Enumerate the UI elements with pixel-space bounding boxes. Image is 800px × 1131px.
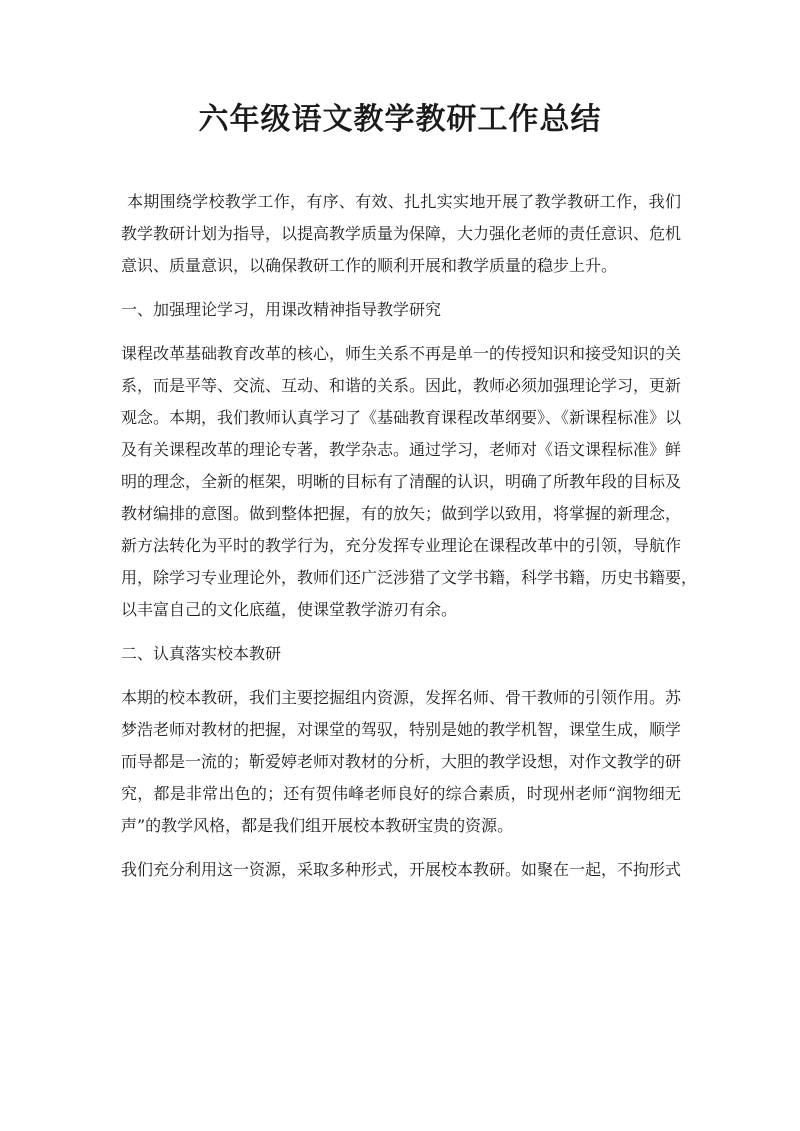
text-line: 新方法转化为平时的教学行为，充分发挥专业理论在课程改革中的引领，导航作 (121, 536, 682, 555)
text-line: 系，而是平等、交流、互动、和谐的关系。因此，教师必须加强理论学习，更新 (121, 376, 682, 395)
text-line: 而导都是一流的；靳爱婷老师对教材的分析，大胆的教学设想，对作文教学的研 (121, 752, 682, 771)
text-line: 课程改革基础教育改革的核心，师生关系不再是单一的传授知识和接受知识的关 (121, 344, 682, 363)
text-line: 声”的教学风格，都是我们组开展校本教研宝贵的资源。 (121, 816, 514, 835)
text-line: 用，除学习专业理论外，教师们还广泛涉猎了文学书籍，科学书籍，历史书籍要， (121, 568, 698, 587)
text-line: 明的理念，全新的框架，明晰的目标有了清醒的认识，明确了所教年段的目标及 (121, 472, 682, 491)
text-line: 本期的校本教研，我们主要挖掘组内资源，发挥名师、骨干教师的引领作用。苏 (121, 688, 682, 707)
document-title: 六年级语文教学教研工作总结 (198, 102, 602, 137)
text-line: 梦浩老师对教材的把握，对课堂的驾驭，特别是她的教学机智，课堂生成，顺学 (121, 720, 682, 739)
section-2-paragraph-1 (121, 682, 681, 842)
text-line: 以丰富自己的文化底蕴，使课堂教学游刃有余。 (121, 600, 458, 619)
section-heading-2: 二、认真落实校本教研 (121, 644, 282, 663)
text-line: 意识、质量意识，以确保教研工作的顺利开展和教学质量的稳步上升。 (121, 256, 618, 275)
text-line: 教材编排的意图。做到整体把握，有的放矢；做到学以致用，将掌握的新理念， (121, 504, 682, 523)
section-2-paragraph-2 (121, 854, 681, 886)
text-line: 观念。本期，我们教师认真学习了《基础教育课程改革纲要》、《新课程标准》以 (121, 408, 682, 427)
text-line: 我们充分利用这一资源，采取多种形式，开展校本教研。如聚在一起，不拘形式 (121, 860, 682, 879)
section-1-paragraph (121, 338, 698, 626)
intro-paragraph (121, 186, 681, 282)
text-line: 及有关课程改革的理论专著，教学杂志。通过学习，老师对《语文课程标准》鲜 (121, 440, 682, 459)
document-body (121, 186, 698, 886)
text-line: 本期围绕学校教学工作，有序、有效、扎扎实实地开展了教学教研工作，我们 (127, 192, 681, 211)
section-heading-1: 一、加强理论学习，用课改精神指导教学研究 (121, 300, 442, 319)
text-line: 教学教研计划为指导，以提高教学质量为保障，大力强化老师的责任意识、危机 (121, 224, 682, 243)
text-line: 究，都是非常出色的；还有贺伟峰老师良好的综合素质，时现州老师“润物细无 (121, 784, 681, 803)
